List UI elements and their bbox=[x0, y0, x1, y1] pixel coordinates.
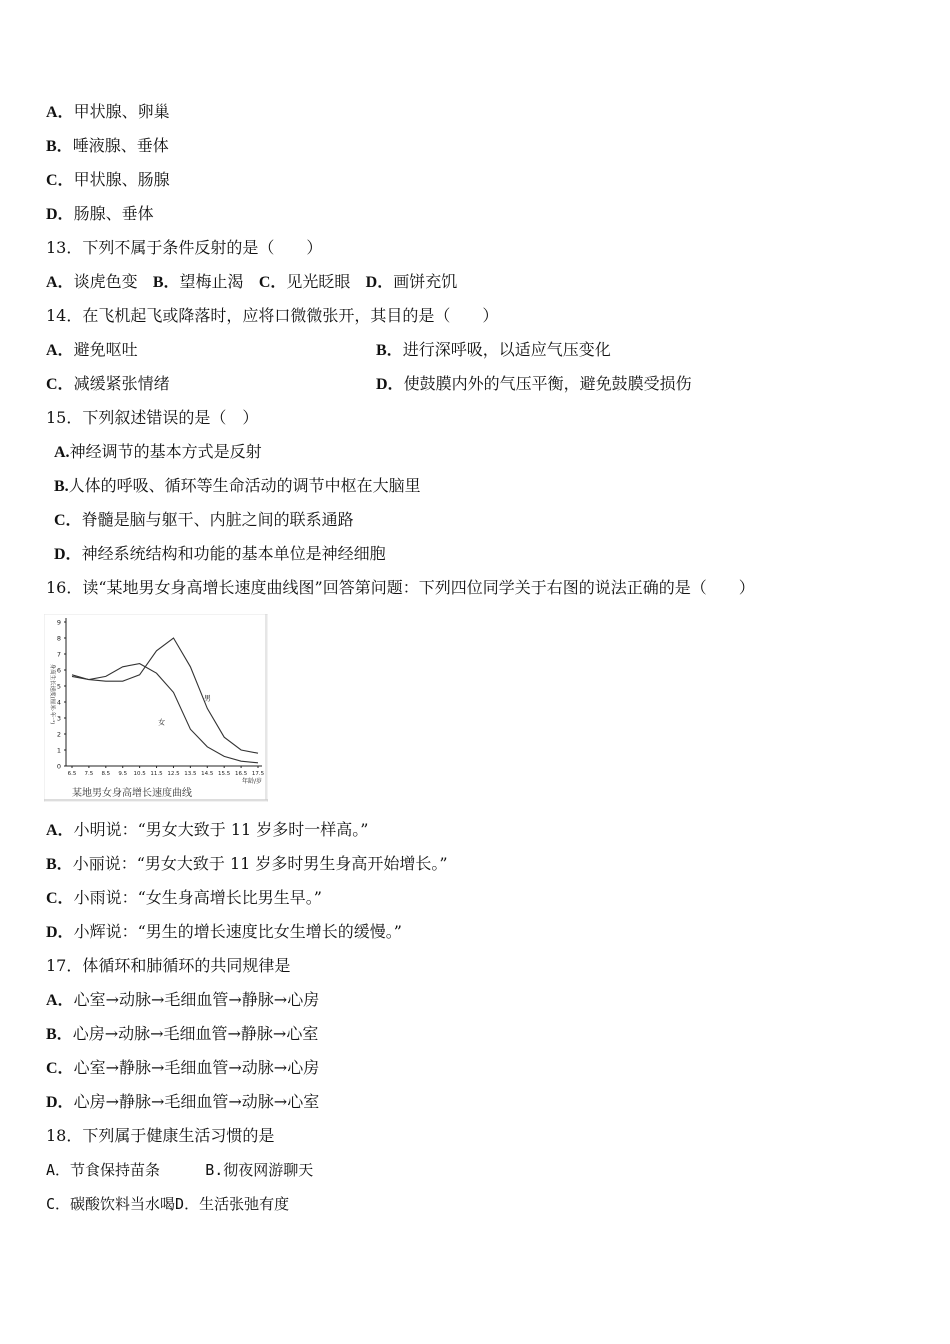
x-tick-label: 12.5 bbox=[167, 771, 180, 777]
q17-option-b: B．心房→动脉→毛细血管→静脉→心室 bbox=[46, 1024, 319, 1043]
q18-stem: 18．下列属于健康生活习惯的是 bbox=[46, 1126, 275, 1145]
x-tick-label: 13.5 bbox=[184, 771, 197, 777]
q16-option-d: D．小辉说：“男生的增长速度比女生增长的缓慢。” bbox=[46, 922, 402, 941]
x-tick-label: 17.5 bbox=[251, 771, 265, 777]
growth-chart bbox=[44, 614, 268, 802]
q12-option-a: A．甲状腺、卵巢 bbox=[46, 102, 170, 121]
q15-option-a: A.神经调节的基本方式是反射 bbox=[54, 442, 262, 461]
q13-stem: 13．下列不属于条件反射的是（ ） bbox=[46, 238, 323, 257]
x-tick-label: 9.5 bbox=[118, 771, 128, 777]
y-tick-label: 8 bbox=[56, 634, 61, 643]
q12-option-d: D．肠腺、垂体 bbox=[46, 204, 154, 223]
y-tick-label: 2 bbox=[56, 730, 61, 739]
q17-option-c: C．心室→静脉→毛细血管→动脉→心房 bbox=[46, 1058, 320, 1077]
y-tick-label: 7 bbox=[56, 650, 61, 659]
x-tick-label: 15.5 bbox=[218, 771, 231, 777]
q17-option-d: D．心房→静脉→毛细血管→动脉→心室 bbox=[46, 1092, 320, 1111]
y-tick-label: 4 bbox=[56, 698, 61, 707]
x-tick-label: 14.5 bbox=[201, 771, 214, 777]
q12-option-b: B．唾液腺、垂体 bbox=[46, 136, 169, 155]
q16-option-c: C．小雨说：“女生身高增长比男生早。” bbox=[46, 888, 322, 907]
x-axis-label: 年龄/岁 bbox=[241, 778, 262, 785]
y-tick-label: 1 bbox=[56, 746, 61, 755]
q17-stem: 17．体循环和肺循环的共同规律是 bbox=[46, 956, 291, 975]
growth-chart-svg bbox=[44, 614, 268, 802]
male-series-label: 男 bbox=[203, 694, 211, 703]
y-axis-label: 身高生长速度(厘米·年⁻¹) bbox=[49, 663, 55, 725]
x-tick-label: 7.5 bbox=[84, 771, 94, 777]
q14-option-b: B．进行深呼吸，以适应气压变化 bbox=[376, 340, 611, 359]
y-tick-label: 5 bbox=[56, 682, 61, 691]
q15-option-c: C．脊髓是脑与躯干、内脏之间的联系通路 bbox=[54, 510, 354, 529]
q15-option-d: D．神经系统结构和功能的基本单位是神经细胞 bbox=[54, 544, 386, 563]
x-tick-label: 11.5 bbox=[150, 771, 163, 777]
q18-options-row1: A．节食保持苗条 B.彻夜网游聊天 bbox=[46, 1161, 314, 1179]
x-tick-label: 16.5 bbox=[234, 771, 248, 777]
q18-options-row2: C．碳酸饮料当水喝D．生活张弛有度 bbox=[46, 1195, 290, 1213]
q17-option-a: A．心室→动脉→毛细血管→静脉→心房 bbox=[46, 990, 320, 1009]
x-tick-label: 8.5 bbox=[101, 771, 111, 777]
q15-option-b: B.人体的呼吸、循环等生命活动的调节中枢在大脑里 bbox=[54, 476, 421, 495]
q14-option-c: C．减缓紧张情绪 bbox=[46, 374, 170, 393]
q15-stem: 15．下列叙述错误的是（ ） bbox=[46, 408, 259, 427]
q14-option-a: A．避免呕吐 bbox=[46, 340, 138, 359]
y-tick-label: 3 bbox=[56, 714, 61, 723]
y-tick-label: 6 bbox=[56, 666, 61, 675]
chart-title: 某地男女身高增长速度曲线 bbox=[72, 788, 192, 799]
x-tick-label: 10.5 bbox=[133, 771, 146, 777]
q16-stem: 16．读“某地男女身高增长速度曲线图”回答第问题：下列四位同学关于右图的说法正确的是（ ） bbox=[46, 578, 755, 597]
q13-options: A．谈虎色变 B．望梅止渴 C．见光眨眼 D．画饼充饥 bbox=[46, 272, 458, 291]
q16-option-a: A．小明说：“男女大致于 11 岁多时一样高。” bbox=[46, 820, 369, 839]
q12-option-c: C．甲状腺、肠腺 bbox=[46, 170, 170, 189]
q14-option-d: D．使鼓膜内外的气压平衡，避免鼓膜受损伤 bbox=[376, 374, 692, 393]
x-tick-label: 6.5 bbox=[67, 771, 77, 777]
female-series-label: 女 bbox=[158, 718, 166, 727]
y-tick-label: 9 bbox=[56, 618, 61, 627]
y-tick-label: 0 bbox=[56, 762, 61, 771]
q14-stem: 14．在飞机起飞或降落时，应将口微微张开，其目的是（ ） bbox=[46, 306, 499, 325]
q16-option-b: B．小丽说：“男女大致于 11 岁多时男生身高开始增长。” bbox=[46, 854, 448, 873]
